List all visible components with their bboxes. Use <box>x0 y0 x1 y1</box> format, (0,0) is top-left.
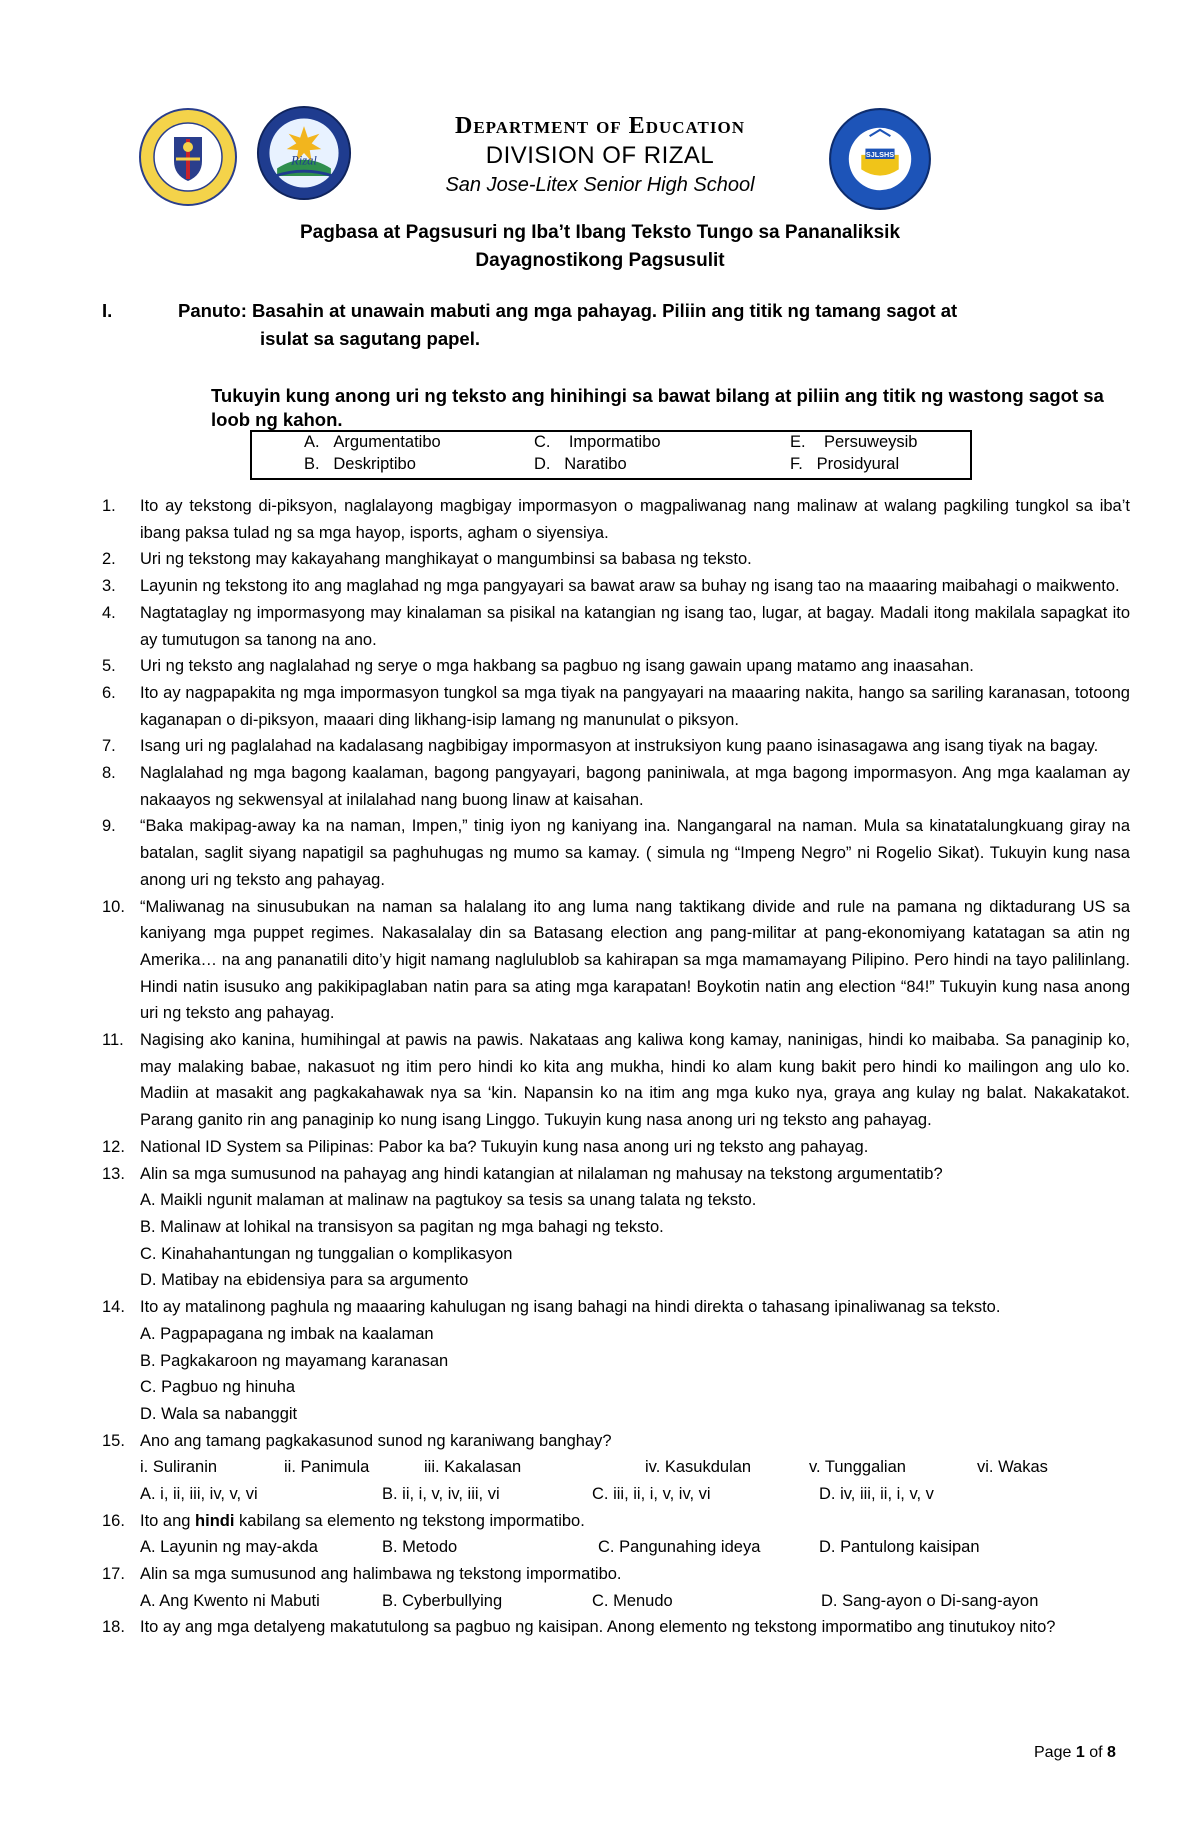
plot-element: ii. Panimula <box>284 1458 370 1477</box>
option-c: C. Pangunahing ideya <box>598 1538 761 1557</box>
header-text <box>390 113 810 197</box>
question-text: Ito ay nagpapakita ng mga impormasyon tungkol sa mga tiyak na pangyayari na maaaring nakita, hango sa sariling karanasan, totoong kaganapan o di-piksyon, maaari ding likhang-isip lamang ng manunulat o piksyon. <box>140 683 1130 729</box>
task-instruction: Tukuyin kung anong uri ng teksto ang hinihingi sa bawat bilang at piliin ang titik ng wastong sagot sa loob ng kahon. <box>211 385 1104 430</box>
question-4 <box>0 600 1200 653</box>
question-text: Isang uri ng paglalahad na kadalasang nagbibigay impormasyon at instruksiyon kung paano isinasagawa ang isang tiyak na bagay. <box>140 737 1099 756</box>
question-number: 7. <box>102 737 116 756</box>
option-a: A. Ang Kwento ni Mabuti <box>140 1591 320 1610</box>
header <box>0 95 1200 205</box>
question-text: Ito ang hindi kabilang sa elemento ng tekstong impormatibo. <box>140 1511 585 1530</box>
question-text: Nagising ako kanina, humihingal at pawis na pawis. Nakataas ang kaliwa kong kamay, naninigas, hindi ko maibaba. Sa panaginip ko, may malaking babae, nakasuot ng itim pero hindi ko kita ang mukha, hindi ko alam kung bakit pero hindi ko mailingon ang ulo ko. Madiin at masakit ang pagkakahawak nya sa ‘kin. Napansin ko na itim ang mga kuko nya, graya ang kulay ng balat. Nakakatakot. Parang ganito rin ang panaginip ko nung isang Linggo. Tukuyin kung nasa anong uri ng teksto ang pahayag. <box>140 1031 1130 1130</box>
question-18 <box>0 1614 1200 1641</box>
question-5 <box>0 653 1200 680</box>
plot-element: vi. Wakas <box>977 1458 1048 1477</box>
question-text: National ID System sa Pilipinas: Pabor ka ba? Tukuyin kung nasa anong uri ng teksto ang pahayag. <box>140 1137 869 1156</box>
question-text: Ito ay ang mga detalyeng makatutulong sa pagbuo ng kaisipan. Anong elemento ng tekstong impormatibo ang tinutukoy nito? <box>140 1618 1056 1637</box>
svg-text:Rizal: Rizal <box>291 153 317 168</box>
question-number: 12. <box>102 1137 125 1156</box>
question-number: 18. <box>102 1618 125 1637</box>
question-text: Uri ng tekstong may kakayahang manghikayat o mangumbinsi sa babasa ng teksto. <box>140 550 752 569</box>
instructions-line1: Panuto: Basahin at unawain mabuti ang mga pahayag. Piliin ang titik ng tamang sagot at <box>178 300 958 321</box>
question-7 <box>0 733 1200 760</box>
question-17 <box>0 1561 1200 1614</box>
question-number: 17. <box>102 1565 125 1584</box>
question-12 <box>0 1134 1200 1161</box>
question-number: 10. <box>102 897 125 916</box>
exam-type-title: Dayagnostikong Pagsusulit <box>475 250 725 271</box>
question-number: 5. <box>102 657 116 676</box>
instructions-line2: isulat sa sagutang papel. <box>260 328 481 349</box>
question-number: 14. <box>102 1298 125 1317</box>
question-11 <box>0 1027 1200 1134</box>
question-text: Layunin ng tekstong ito ang maglahad ng mga pangyayari sa bawat araw sa buhay ng isang tao na maaaring maibahagi o maikwento. <box>140 577 1120 596</box>
question-text: Alin sa mga sumusunod na pahayag ang hindi katangian at nilalaman ng mahusay na tekstong argumentatib? <box>140 1164 943 1183</box>
question-number: 6. <box>102 683 116 702</box>
division-name: DIVISION OF RIZAL <box>485 142 715 169</box>
question-10 <box>0 894 1200 1028</box>
question-text: Ano ang tamang pagkakasunod sunod ng karaniwang banghay? <box>140 1431 612 1450</box>
option-c: C. Menudo <box>592 1591 673 1610</box>
deped-seal-logo <box>138 107 238 207</box>
question-15 <box>0 1428 1200 1508</box>
question-number: 8. <box>102 764 116 783</box>
question-number: 1. <box>102 497 116 515</box>
choice-e: E. Persuweysib <box>790 433 918 451</box>
question-text: Nagtataglay ng impormasyong may kinalaman sa pisikal na katangian ng isang tao, lugar, at bagay. Madali itong makilala sapagkat ito ay tumutugon sa tanong na ano. <box>140 603 1130 649</box>
plot-elements-row <box>140 1454 1200 1481</box>
option-a: A. Pagpapagana ng imbak na kaalaman <box>140 1324 434 1343</box>
option-d: D. Matibay na ebidensiya para sa argumento <box>140 1271 469 1290</box>
option-b: B. Metodo <box>382 1538 458 1557</box>
question-number: 15. <box>102 1431 125 1450</box>
question-2 <box>0 546 1200 573</box>
choice-b: B. Deskriptibo <box>304 455 416 473</box>
question-number: 3. <box>102 577 116 596</box>
department-name: Department of Education <box>454 113 745 139</box>
choice-a: A. Argumentatibo <box>304 433 441 451</box>
question-8 <box>0 760 1200 813</box>
question-text: Naglalahad ng mga bagong kaalaman, bagong pangyayari, bagong paniniwala, at mga bagong impormasyon. Ang mga kaalaman ay nakaayos ng sekwensyal at inilalahad nang buong linaw at kaisahan. <box>140 764 1130 809</box>
school-seal-logo <box>828 107 932 211</box>
option-d: D. iv, iii, ii, i, v, v <box>819 1485 934 1503</box>
option-d: D. Pantulong kaisipan <box>819 1538 980 1557</box>
question-text: Ito ay matalinong paghula ng maaaring kahulugan ng isang bahagi na hindi direkta o tahasang ipinaliwanag sa teksto. <box>140 1298 1001 1317</box>
choice-f: F. Prosidyural <box>790 455 900 473</box>
question-text: “Maliwanag na sinusubukan na naman sa halalang ito ang luma nang taktikang divide and rule na pamana ng diktadurang US sa kaniyang mga puppet regimes. Nakasalalay din sa Batasang election ang pang-militar at pang-ekonomiyang katatagan sa atin ng Amerika… na ang pananatili dito’y higit namang naglulublob sa kahirapan sa mga mamamayang Pilipino. Pero hindi na tayo palilinlang. Hindi natin isusuko ang pakikipaglaban natin para sa ating mga karapatan! Boykotin natin ang election “84!” Tukuyin kung nasa anong uri ng teksto ang pahayag. <box>140 897 1130 1023</box>
question-16 <box>0 1508 1200 1561</box>
question-9 <box>0 813 1200 893</box>
plot-element: iii. Kakalasan <box>424 1458 522 1477</box>
question-text: Uri ng teksto ang naglalahad ng serye o mga hakbang sa pagbuo ng isang gawain upang matamo ang inaasahan. <box>140 657 974 676</box>
question-number: 4. <box>102 603 116 622</box>
options-row <box>140 1534 1200 1561</box>
plot-element: iv. Kasukdulan <box>645 1458 752 1477</box>
option-d: D. Sang-ayon o Di-sang-ayon <box>821 1591 1039 1610</box>
question-number: 9. <box>102 817 116 836</box>
option-b: B. Pagkakaroon ng mayamang karanasan <box>140 1351 449 1370</box>
option-b: B. Malinaw at lohikal na transisyon sa pagitan ng mga bahagi ng teksto. <box>140 1217 664 1236</box>
option-a: A. Maikli ngunit malaman at malinaw na pagtukoy sa tesis sa unang talata ng teksto. <box>140 1191 757 1210</box>
plot-element: v. Tunggalian <box>809 1458 906 1477</box>
question-number: 16. <box>102 1511 125 1530</box>
question-list <box>0 493 1200 1641</box>
plot-element: i. Suliranin <box>140 1458 218 1477</box>
school-name: San Jose-Litex Senior High School <box>445 174 755 196</box>
sequence-options-row <box>140 1481 1200 1508</box>
choice-c: C. Impormatibo <box>534 433 661 451</box>
choice-d: D. Naratibo <box>534 455 627 473</box>
option-c: C. Kinahahantungan ng tunggalian o komplikasyon <box>140 1244 513 1263</box>
question-text: Ito ay tekstong di-piksyon, naglalayong magbigay impormasyon o magpaliwanag nang malinaw at walang pagkiling tungkol sa iba’t ibang paksa tulad ng sa mga hayop, isports, agham o siyensiya. <box>140 497 1130 542</box>
question-text: Alin sa mga sumusunod ang halimbawa ng tekstong impormatibo. <box>140 1565 622 1584</box>
deped-rizal-logo <box>256 105 352 201</box>
question-number: 11. <box>102 1031 124 1050</box>
options-row <box>140 1588 1200 1615</box>
option-a: A. Layunin ng may-akda <box>140 1538 318 1557</box>
option-a: A. i, ii, iii, iv, v, vi <box>140 1485 258 1503</box>
page-number: Page 1 of 8 <box>1034 1744 1116 1761</box>
question-6 <box>0 680 1200 733</box>
question-number: 2. <box>102 550 116 569</box>
choices-box <box>250 430 972 480</box>
svg-text:SJLSHS: SJLSHS <box>865 149 895 159</box>
question-number: 13. <box>102 1164 125 1183</box>
question-text: “Baka makipag-away ka na naman, Impen,” tinig iyon ng kaniyang ina. Nangangaral na naman. Mula sa kinatatalungkuang giray na batalan, saglit siyang napatigil sa paghuhugas ng mumo sa kamay. ( simula ng “Impeng Negro” ni Rogelio Sikat). Tukuyin kung nasa anong uri ng teksto ang pahayag. <box>140 817 1130 889</box>
question-1 <box>0 493 1200 546</box>
question-14 <box>0 1294 1200 1428</box>
section-numeral: I. <box>102 300 113 321</box>
option-b: B. ii, i, v, iv, iii, vi <box>382 1485 500 1503</box>
question-13 <box>0 1161 1200 1295</box>
option-c: C. Pagbuo ng hinuha <box>140 1378 296 1397</box>
exam-subject-title: Pagbasa at Pagsusuri ng Iba’t Ibang Teksto Tungo sa Pananaliksik <box>299 222 901 243</box>
option-d: D. Wala sa nabanggit <box>140 1404 298 1423</box>
option-c: C. iii, ii, i, v, iv, vi <box>592 1485 711 1503</box>
option-b: B. Cyberbullying <box>382 1591 503 1610</box>
question-3 <box>0 573 1200 600</box>
